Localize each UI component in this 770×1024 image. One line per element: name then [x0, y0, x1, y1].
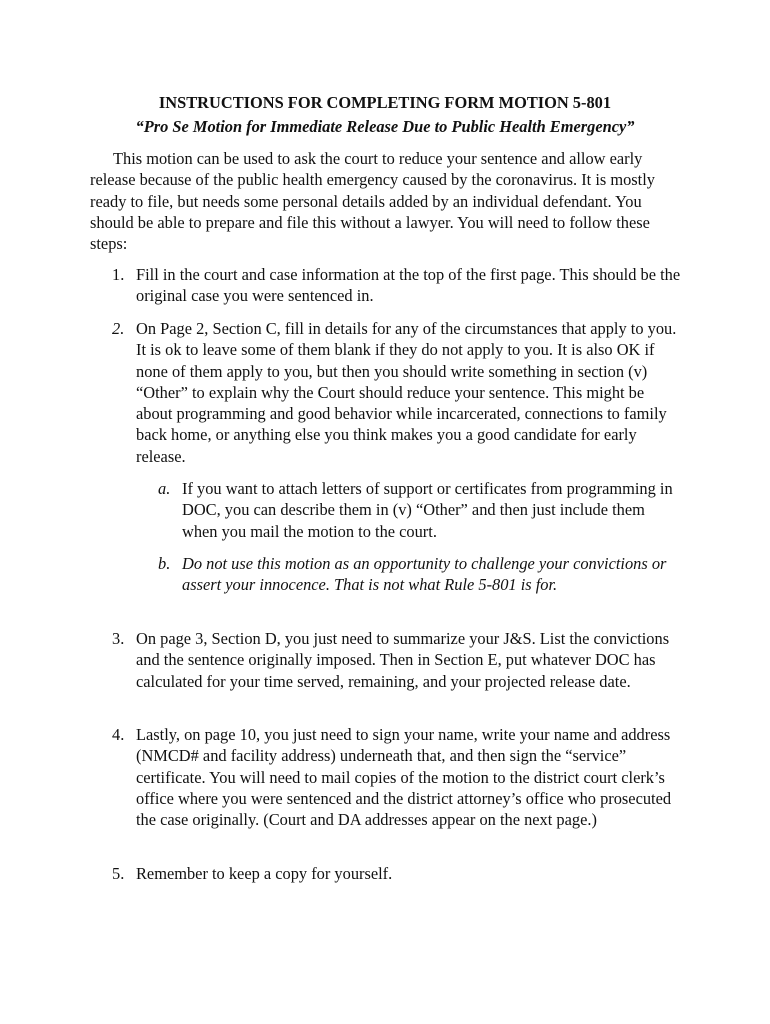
- sub-list-item-letter: b.: [158, 554, 171, 573]
- sub-list-item-text: Do not use this motion as an opportunity to challenge your convictions or assert your innocence. That is not what Rule 5-801 is for.: [182, 554, 667, 595]
- list-item-number: 2.: [112, 319, 125, 338]
- list-item-text: Lastly, on page 10, you just need to sign your name, write your name and address (NMCD# and facility address) underneath that, and then sign the “service” certificate. You will need to mail copies of the motion to the district court clerk’s office where you were sentenced and the district attorney’s office who prosecuted the case originally. (Court and DA addresses appear on the next page.): [136, 725, 672, 830]
- list-item-number: 3.: [112, 629, 125, 648]
- list-item-text: On Page 2, Section C, fill in details for any of the circumstances that apply to you. It is ok to leave some of them blank if they do not apply to you. It is also OK if none of them apply to you, but then you should write something in section (v) “Other” to explain why the Court should reduce your sentence. This might be about programming and good behavior while incarcerated, connections to family back home, or anything else you think makes you a good candidate for early release.: [136, 319, 677, 466]
- list-item-text: Fill in the court and case information at the top of the first page. This should be the original case you were sentenced in.: [136, 265, 681, 306]
- sub-list-item-text: If you want to attach letters of support or certificates from programming in DOC, you can describe them in (v) “Other” and then just include them when you mail the motion to the court.: [182, 479, 673, 541]
- sub-list-item-letter: a.: [158, 479, 171, 498]
- document-title: INSTRUCTIONS FOR COMPLETING FORM MOTION 5-801: [158, 93, 612, 112]
- list-item-text: On page 3, Section D, you just need to summarize your J&S. List the convictions and the sentence originally imposed. Then in Section E, put whatever DOC has calculated for your time served, remaining, and your projected release date.: [136, 629, 670, 691]
- list-item-number: 1.: [112, 265, 125, 284]
- list-item-number: 5.: [112, 864, 125, 883]
- list-item-number: 4.: [112, 725, 125, 744]
- intro-paragraph: This motion can be used to ask the court to reduce your sentence and allow early release because of the public health emergency caused by the coronavirus. It is mostly ready to file, but needs some personal details added by an individual defendant. You should be able to prepare and file this without a lawyer. You will need to follow these steps:: [90, 149, 655, 254]
- list-item-text: Remember to keep a copy for yourself.: [136, 864, 393, 883]
- document-subtitle: “Pro Se Motion for Immediate Release Due to Public Health Emergency”: [135, 117, 635, 136]
